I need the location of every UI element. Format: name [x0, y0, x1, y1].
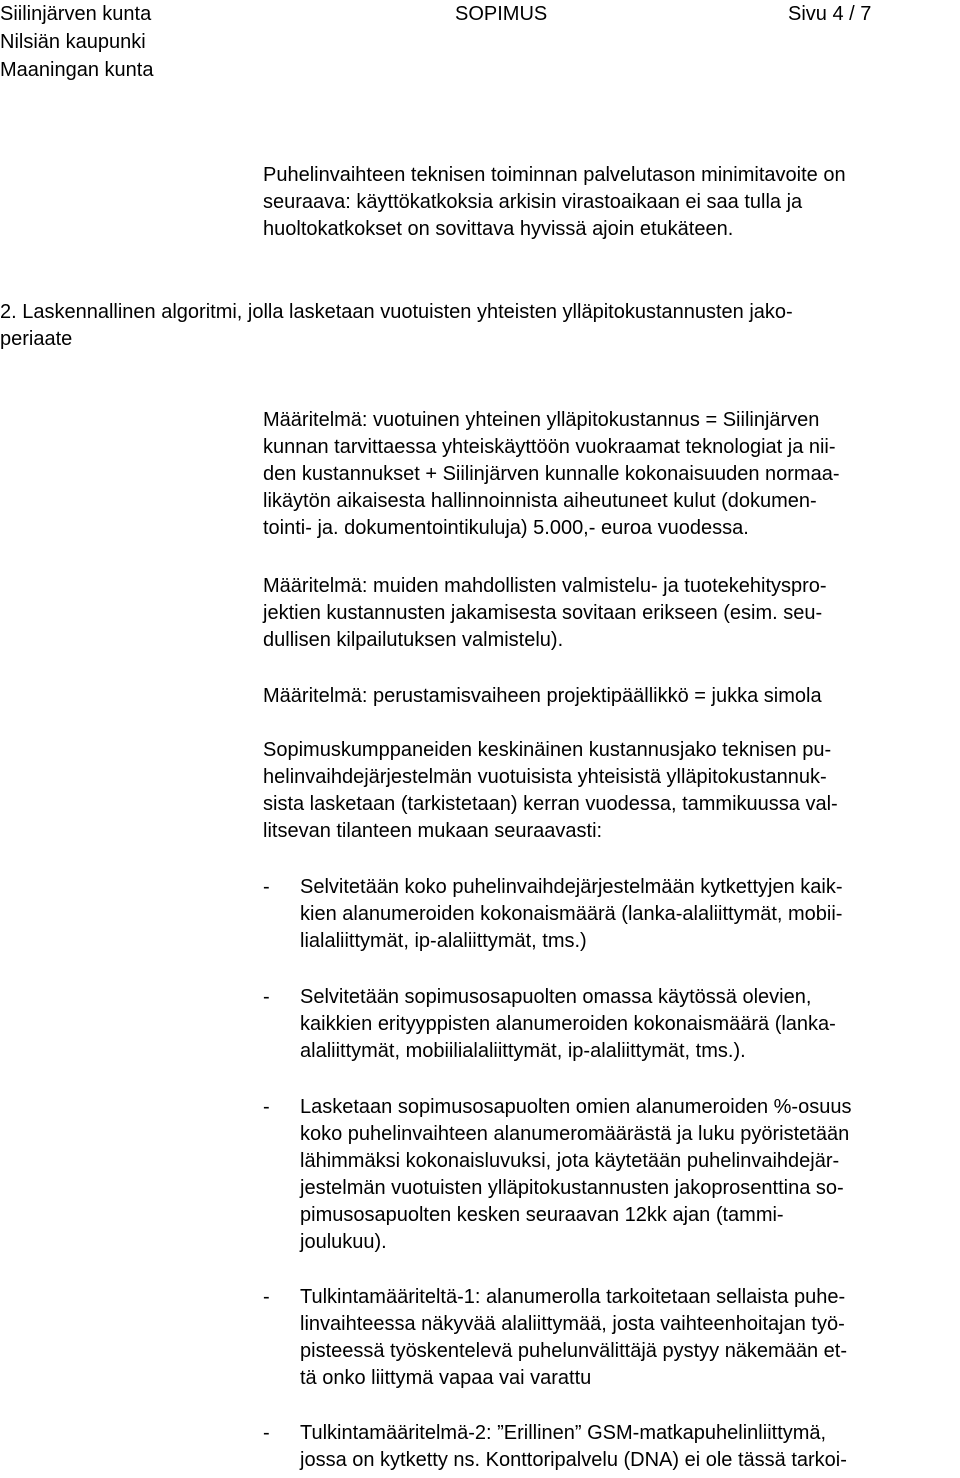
section-heading: 2. Laskennallinen algoritmi, jolla lasketaan vuotuisten yhteisten ylläpitokustannusten jako- periaate	[0, 301, 793, 350]
list-item-text: Tulkintamääritelmä-2: ”Erillinen” GSM-matkapuhelinliittymä, jossa on kytketty ns. Konttoripalvelu (DNA) ei ole tässä tarkoi-	[300, 1422, 847, 1471]
definition-paragraph-2: Määritelmä: muiden mahdollisten valmistelu- ja tuotekehityspro- jektien kustannusten jakamisesta sovitaan erikseen (esim. seu- dullisen kilpailutuksen valmistelu).	[263, 575, 827, 651]
list-item-text: Selvitetään koko puhelinvaihdejärjestelmään kytkettyjen kaik- kien alanumeroiden kokonaismäärä (lanka-alaliittymät, mobii- lialaliittymät, ip-alaliittymät, tms.)	[300, 876, 843, 952]
intro-paragraph: Puhelinvaihteen teknisen toiminnan palvelutason minimitavoite on seuraava: käyttökatkoksia arkisin virastoaikaan ei saa tulla ja huoltokatkokset on sovittava hyvissä ajoin etukäteen.	[263, 164, 846, 240]
list-item-text: Selvitetään sopimusosapuolten omassa käytössä olevien, kaikkien erityyppisten alanumeroiden kokonaismäärä (lanka- alaliittymät, mobiilialaliittymät, ip-alaliittymät, tms.).	[300, 986, 836, 1062]
definition-paragraph-3: Määritelmä: perustamisvaiheen projektipäällikkö = jukka simola	[263, 685, 822, 707]
list-dash: -	[263, 876, 270, 898]
definition-paragraph-1: Määritelmä: vuotuinen yhteinen ylläpitokustannus = Siilinjärven kunnan tarvittaessa yhteiskäyttöön vuokraamat teknologiat ja nii- den kustannukset + Siilinjärven kunnalle kokonaisuuden normaa- likäytön aikaisesta hallinnoinnista aiheutuneet kulut (dokumen- tointi- ja. dokumentointikuluja) 5.000,- euroa vuodessa.	[263, 409, 840, 539]
list-dash: -	[263, 1422, 270, 1444]
list-dash: -	[263, 1286, 270, 1308]
list-dash: -	[263, 1096, 270, 1118]
document-title: SOPIMUS	[455, 3, 548, 25]
list-item-text: Tulkintamääriteltä-1: alanumerolla tarkoitetaan sellaista puhe- linvaihteessa näkyvää alaliittymää, josta vaihteenhoitajan työ- pisteessä työskentelevä puhelunvälittäjä pystyy näkemään et- tä onko liittymä vapaa vai varattu	[300, 1286, 847, 1389]
page-header	[0, 0, 960, 84]
page-number: Sivu 4 / 7	[788, 3, 872, 25]
municipality-siilinjarvi: Siilinjärven kunta	[0, 3, 152, 25]
municipality-nilsia: Nilsiän kaupunki	[0, 31, 146, 53]
list-dash: -	[263, 986, 270, 1008]
list-item-text: Lasketaan sopimusosapuolten omien alanumeroiden %-osuus koko puhelinvaihteen alanumeromäärästä ja luku pyöristetään lähimmäksi kokonaisluvuksi, jota käytetään puhelinvaihdejär- jestelmän vuotuisten ylläpitokustannusten jakoprosenttina so- pimusosapuolten kesken seuraavan 12kk ajan (tammi- joulukuu).	[300, 1096, 852, 1253]
municipality-list	[0, 0, 153, 84]
cost-sharing-paragraph: Sopimuskumppaneiden keskinäinen kustannusjako teknisen pu- helinvaihdejärjestelmän vuotuisista yhteisistä ylläpitokustannuk- sista lasketaan (tarkistetaan) kerran vuodessa, tammikuussa val- litsevan tilanteen mukaan seuraavasti:	[263, 739, 838, 842]
municipality-maaninka: Maaningan kunta	[0, 59, 154, 81]
